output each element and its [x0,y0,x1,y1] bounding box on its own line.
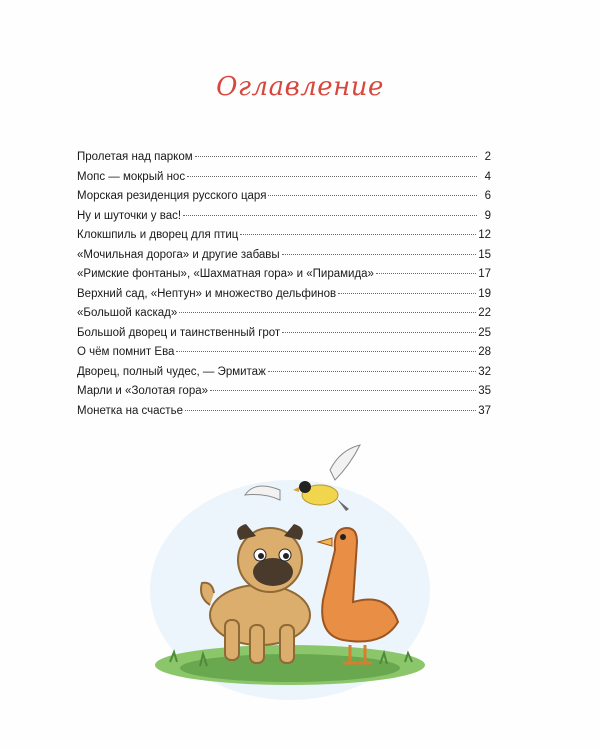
toc-dot-leader [338,293,476,294]
toc-entry [77,265,491,285]
toc-entry-page: 12 [478,229,491,241]
toc-entry-title: Морская резиденция русского царя [77,190,267,202]
toc-entry-title: Большой дворец и таинственный грот [77,326,281,339]
toc-entry [77,285,491,305]
toc-entry-title: Дворец, полный чудес, — Эрмитаж [77,365,266,378]
page-title: Оглавление [216,72,384,102]
toc-entry [77,187,491,207]
toc-entry-title: «Большой каскад» [77,307,178,319]
toc-entry-page: 28 [478,346,491,358]
toc-dot-leader [268,195,477,196]
toc-entry-page: 6 [484,190,491,202]
toc-entry-page: 2 [484,151,491,163]
toc-entry-page: 15 [478,248,491,261]
toc-entry-title: «Мочильная дорога» и другие забавы [77,248,280,261]
toc-entry [77,246,491,266]
toc-entry-page: 25 [478,326,491,339]
toc-entry [77,304,491,324]
toc-dot-leader [376,273,476,274]
toc-entry [77,207,491,227]
toc-entry-title: Монетка на счастье [77,404,183,417]
toc-entry [77,226,491,246]
toc-entry-title: О чём помнит Ева [77,346,175,358]
toc-dot-leader [187,176,477,177]
table-of-contents [77,148,491,421]
toc-entry-page: 17 [478,268,491,280]
toc-entry-title: Верхний сад, «Нептун» и множество дельфинов [77,287,337,300]
toc-entry-title: Мопс — мокрый нос [77,170,186,183]
toc-entry-page: 32 [478,365,491,378]
toc-dot-leader [282,332,476,333]
toc-entry [77,343,491,363]
toc-entry-page: 22 [478,307,491,319]
toc-entry-page: 35 [478,385,491,397]
toc-entry-page: 4 [484,170,491,183]
toc-entry-title: Клокшпиль и дворец для птиц [77,229,239,241]
toc-entry [77,168,491,188]
toc-entry-page: 9 [484,209,491,222]
toc-entry [77,148,491,168]
toc-dot-leader [282,254,477,255]
toc-dot-leader [176,351,476,352]
toc-entry [77,363,491,383]
toc-entry [77,402,491,422]
toc-entry-title: Пролетая над парком [77,151,193,163]
toc-entry-title: Марли и «Золотая гора» [77,385,209,397]
toc-dot-leader [210,390,476,391]
toc-entry-title: Ну и шуточки у вас! [77,209,182,222]
toc-dot-leader [268,371,476,372]
toc-entry-page: 19 [478,287,491,300]
toc-entry [77,324,491,344]
toc-dot-leader [183,215,477,216]
toc-entry-page: 37 [478,404,491,417]
toc-entry [77,382,491,402]
illustration [140,440,440,700]
toc-entry-title: «Римские фонтаны», «Шахматная гора» и «Пирамида» [77,268,374,280]
toc-dot-leader [185,410,476,411]
toc-dot-leader [179,312,476,313]
toc-dot-leader [195,156,477,157]
toc-dot-leader [240,234,476,235]
